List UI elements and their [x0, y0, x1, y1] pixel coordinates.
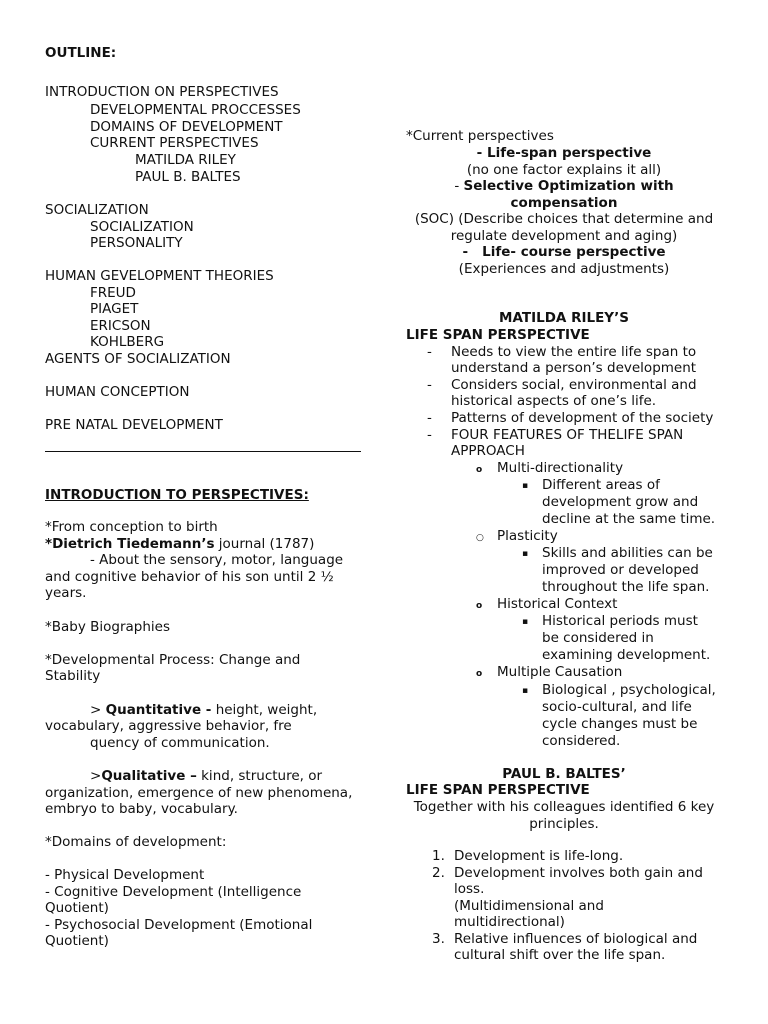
- feature-1-desc-3: decline at the same time.: [542, 511, 716, 527]
- outline-item-riley: MATILDA RILEY: [135, 152, 236, 168]
- dev-process-line-1: *Developmental Process: Change and: [45, 652, 301, 668]
- life-course-label: Life- course perspective: [482, 244, 666, 260]
- soc-dash: -: [454, 178, 464, 194]
- tiedemann-name: Dietrich Tiedemann’s: [52, 536, 215, 552]
- feature-1-desc-2: development grow and: [542, 494, 699, 510]
- principle-2-line-2: loss.: [454, 881, 485, 897]
- quantitative-label: Quantitative -: [105, 702, 212, 718]
- tiedemann-star: *: [45, 536, 53, 552]
- outline-item-current: CURRENT PERSPECTIVES: [90, 135, 259, 151]
- principle-2-line-4: multidirectional): [454, 914, 565, 930]
- feature-3: Historical Context: [497, 596, 618, 612]
- baltes-intro-1: Together with his colleagues identified 6 key: [413, 799, 715, 815]
- feature-bullet-icon: o: [476, 465, 483, 475]
- domains-heading: *Domains of development:: [45, 834, 227, 850]
- quantitative-line-3: quency of communication.: [90, 735, 270, 751]
- feature-2-desc-3: throughout the life span.: [542, 579, 710, 595]
- outline-item-freud: FREUD: [90, 285, 136, 301]
- quantitative-prefix: >: [90, 702, 106, 718]
- principle-number: 2.: [432, 865, 445, 881]
- riley-subheading: LIFE SPAN PERSPECTIVE: [406, 327, 590, 343]
- outline-item-baltes: PAUL B. BALTES: [135, 169, 241, 185]
- tiedemann-rest: journal (1787): [214, 536, 315, 552]
- outline-item-dev-processes: DEVELOPMENTAL PROCCESSES: [90, 102, 301, 118]
- baby-biographies: *Baby Biographies: [45, 619, 171, 635]
- domain-physical: - Physical Development: [45, 867, 205, 883]
- feature-bullet-icon: ○: [476, 533, 484, 543]
- riley-bullet-dash: -: [427, 377, 432, 393]
- baltes-heading: PAUL B. BALTES’: [502, 766, 626, 782]
- quantitative-line: [90, 702, 317, 719]
- about-line-3: years.: [45, 585, 87, 601]
- qualitative-line-2: organization, emergence of new phenomena,: [45, 785, 353, 801]
- outline-item-socialization: SOCIALIZATION: [45, 202, 149, 218]
- feature-3-desc-2: be considered in: [542, 630, 654, 646]
- riley-bullet-4-line-1: FOUR FEATURES OF THELIFE SPAN: [451, 427, 684, 443]
- feature-4-desc-4: considered.: [542, 733, 621, 749]
- baltes-subheading: LIFE SPAN PERSPECTIVE: [406, 782, 590, 798]
- riley-heading: MATILDA RILEY’S: [499, 310, 629, 326]
- feature-3-desc-1: Historical periods must: [542, 613, 698, 629]
- soc-label-line-1: [406, 178, 722, 195]
- riley-bullet-1-line-1: Needs to view the entire life span to: [451, 344, 697, 360]
- feature-3-desc-3: examining development.: [542, 647, 711, 663]
- principle-3-line-2: cultural shift over the life span.: [454, 947, 666, 963]
- principle-number: 1.: [432, 848, 445, 864]
- feature-bullet-icon: o: [476, 669, 483, 679]
- principle-2-line-3: (Multidimensional and: [454, 898, 604, 914]
- outline-item-domains: DOMAINS OF DEVELOPMENT: [90, 119, 283, 135]
- feature-1: Multi-directionality: [497, 460, 624, 476]
- life-course-line: [406, 244, 722, 261]
- feature-2-desc-2: improved or developed: [542, 562, 699, 578]
- soc-label-2: compensation: [510, 195, 618, 211]
- domain-cognitive-1: - Cognitive Development (Intelligence: [45, 884, 302, 900]
- principle-1: Development is life-long.: [454, 848, 624, 864]
- soc-note-1: (SOC) (Describe choices that determine and: [414, 211, 714, 227]
- life-span-label: - Life-span perspective: [476, 145, 652, 161]
- domain-psychosocial-2: Quotient): [45, 933, 109, 949]
- about-line-1: - About the sensory, motor, language: [90, 552, 344, 568]
- domain-psychosocial-1: - Psychosocial Development (Emotional: [45, 917, 313, 933]
- outline-item-socialization-sub: SOCIALIZATION: [90, 219, 194, 235]
- quantitative-line-2: vocabulary, aggressive behavior, fre: [45, 718, 292, 734]
- tiedemann-line: [45, 536, 314, 553]
- feature-4: Multiple Causation: [497, 664, 623, 680]
- qualitative-line-3: embryo to baby, vocabulary.: [45, 801, 238, 817]
- outline-item-piaget: PIAGET: [90, 301, 139, 317]
- outline-title: OUTLINE:: [45, 45, 117, 61]
- soc-note-2: regulate development and aging): [450, 228, 678, 244]
- principle-number: 3.: [432, 931, 445, 947]
- feature-2: Plasticity: [497, 528, 558, 544]
- qualitative-prefix: >: [90, 768, 102, 784]
- feature-4-desc-3: cycle changes must be: [542, 716, 698, 732]
- riley-bullet-4-line-2: APPROACH: [451, 443, 525, 459]
- horizontal-rule: [45, 451, 361, 452]
- quantitative-rest: height, weight,: [211, 702, 318, 718]
- square-bullet-icon: ▪: [522, 617, 529, 627]
- feature-1-desc-1: Different areas of: [542, 477, 660, 493]
- outline-item-theories: HUMAN GEVELOPMENT THEORIES: [45, 268, 274, 284]
- soc-label-1: Selective Optimization with: [463, 178, 674, 194]
- riley-bullet-3: Patterns of development of the society: [451, 410, 714, 426]
- square-bullet-icon: ▪: [522, 686, 529, 696]
- outline-item-prenatal: PRE NATAL DEVELOPMENT: [45, 417, 223, 433]
- life-course-dash: -: [462, 244, 483, 260]
- riley-bullet-2-line-1: Considers social, environmental and: [451, 377, 697, 393]
- qualitative-rest: kind, structure, or: [196, 768, 323, 784]
- intro-heading: INTRODUCTION TO PERSPECTIVES:: [45, 487, 309, 503]
- life-course-note: (Experiences and adjustments): [458, 261, 670, 277]
- square-bullet-icon: ▪: [522, 481, 529, 491]
- feature-4-desc-1: Biological , psychological,: [542, 682, 716, 698]
- feature-bullet-icon: o: [476, 601, 483, 611]
- baltes-intro-2: principles.: [529, 816, 599, 832]
- feature-2-desc-1: Skills and abilities can be: [542, 545, 713, 561]
- outline-item-intro: INTRODUCTION ON PERSPECTIVES: [45, 84, 279, 100]
- qualitative-line: [90, 768, 322, 785]
- feature-4-desc-2: socio-cultural, and life: [542, 699, 692, 715]
- life-span-note: (no one factor explains it all): [466, 162, 662, 178]
- principle-3-line-1: Relative influences of biological and: [454, 931, 698, 947]
- outline-item-personality: PERSONALITY: [90, 235, 183, 251]
- qualitative-label: Qualitative –: [101, 768, 197, 784]
- riley-bullet-dash: -: [427, 410, 432, 426]
- outline-item-ericson: ERICSON: [90, 318, 151, 334]
- outline-item-conception: HUMAN CONCEPTION: [45, 384, 190, 400]
- current-perspectives-heading: *Current perspectives: [406, 128, 554, 144]
- principle-2-line-1: Development involves both gain and: [454, 865, 703, 881]
- square-bullet-icon: ▪: [522, 549, 529, 559]
- outline-item-kohlberg: KOHLBERG: [90, 334, 165, 350]
- about-line-2: and cognitive behavior of his son until 2 ½: [45, 569, 334, 585]
- domain-cognitive-2: Quotient): [45, 900, 109, 916]
- riley-bullet-1-line-2: understand a person’s development: [451, 360, 697, 376]
- riley-bullet-2-line-2: historical aspects of one’s life.: [451, 393, 657, 409]
- conception-line: *From conception to birth: [45, 519, 218, 535]
- riley-bullet-dash: -: [427, 427, 432, 443]
- dev-process-line-2: Stability: [45, 668, 101, 684]
- outline-item-agents: AGENTS OF SOCIALIZATION: [45, 351, 231, 367]
- riley-bullet-dash: -: [427, 344, 432, 360]
